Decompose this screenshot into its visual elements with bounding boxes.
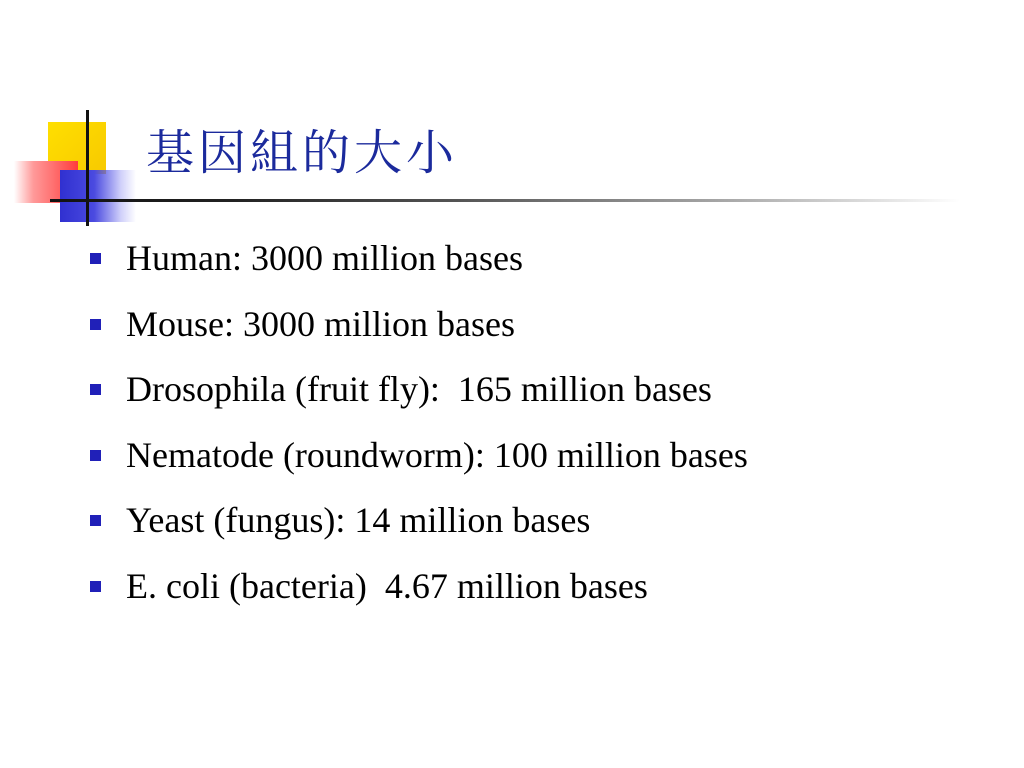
blue-square-decoration (60, 170, 136, 222)
square-bullet-icon (90, 384, 101, 395)
bullet-text: Mouse: 3000 million bases (126, 303, 515, 344)
square-bullet-icon (90, 450, 101, 461)
bullet-text: E. coli (bacteria) 4.67 million bases (126, 565, 648, 606)
title-underline (50, 199, 960, 202)
vertical-rule (86, 110, 89, 226)
square-bullet-icon (90, 581, 101, 592)
bullet-text: Nematode (roundworm): 100 million bases (126, 434, 748, 475)
bullet-text: Drosophila (fruit fly): 165 million bases (126, 369, 712, 409)
slide-title: 基因組的大小 (146, 125, 459, 181)
bullet-text: Human: 3000 million bases (126, 238, 523, 278)
square-bullet-icon (90, 319, 101, 330)
bullet-text: Yeast (fungus): 14 million bases (126, 500, 591, 540)
square-bullet-icon (90, 253, 101, 264)
square-bullet-icon (90, 515, 101, 526)
